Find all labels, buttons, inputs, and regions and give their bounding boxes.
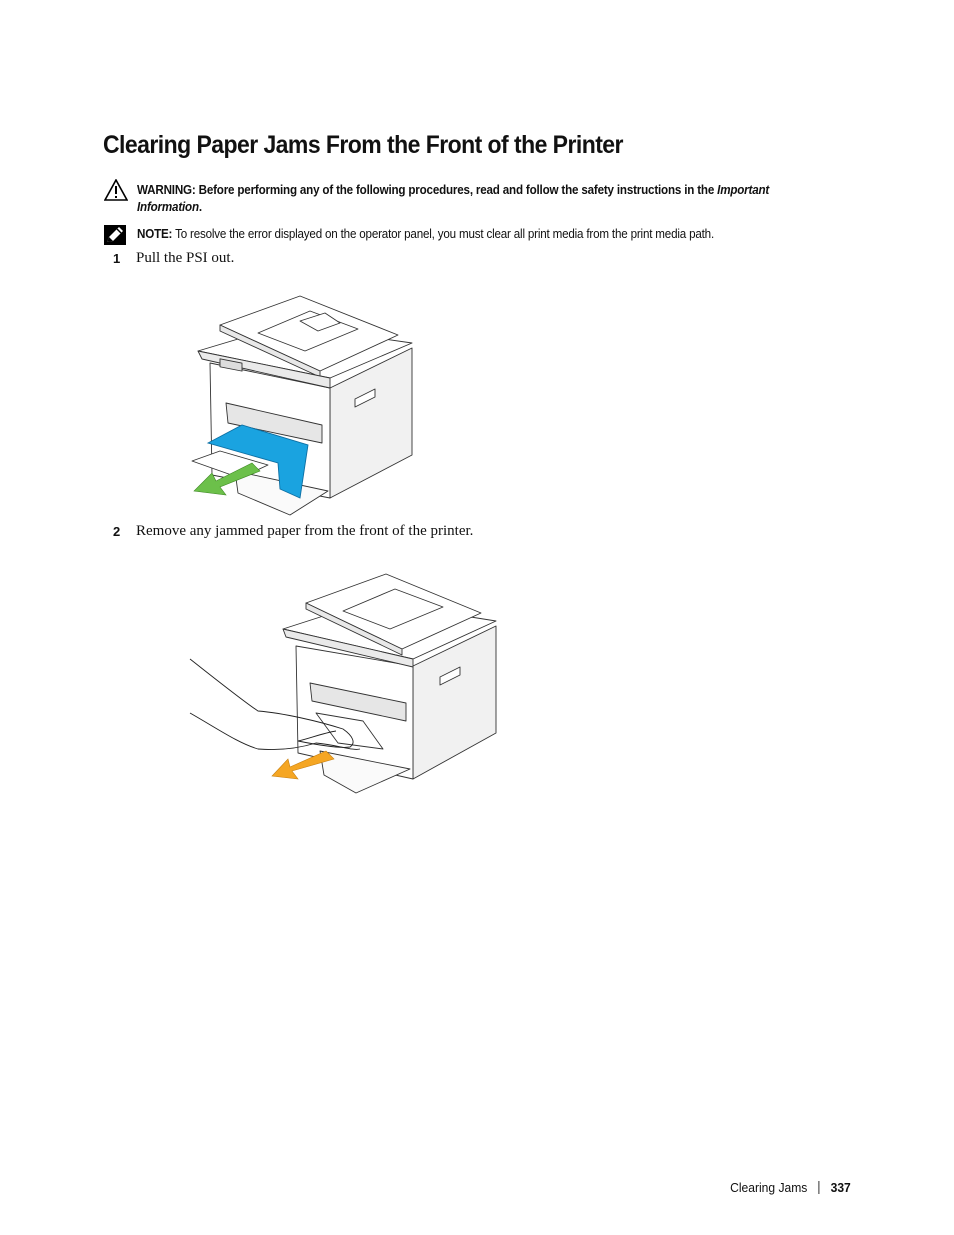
footer-divider — [819, 1181, 820, 1194]
warning-end: . — [198, 200, 202, 214]
warning-notice — [137, 182, 788, 216]
page-number: 337 — [830, 1180, 851, 1195]
step-number: 1 — [113, 251, 121, 266]
important-information-ref: Important Information — [137, 183, 770, 214]
page-footer — [730, 1180, 851, 1195]
printer-psi-pull-illustration — [190, 293, 415, 518]
warning-text: Before performing any of the following procedures, read and follow the safety instructions in the — [195, 183, 718, 197]
note-label: NOTE: — [137, 227, 173, 241]
footer-section: Clearing Jams — [730, 1180, 808, 1195]
remove-jammed-paper-illustration — [188, 571, 500, 797]
pencil-note-icon — [104, 225, 126, 245]
page-title: Clearing Paper Jams From the Front of the Printer — [103, 130, 623, 159]
step-text: Pull the PSI out. — [136, 250, 235, 266]
step-text: Remove any jammed paper from the front of the printer. — [136, 523, 474, 539]
note-notice — [137, 226, 807, 243]
warning-label: WARNING: — [137, 183, 196, 197]
note-text: To resolve the error displayed on the operator panel, you must clear all print media from the print media path. — [172, 227, 715, 241]
step-number: 2 — [113, 524, 121, 539]
warning-icon — [104, 179, 128, 201]
